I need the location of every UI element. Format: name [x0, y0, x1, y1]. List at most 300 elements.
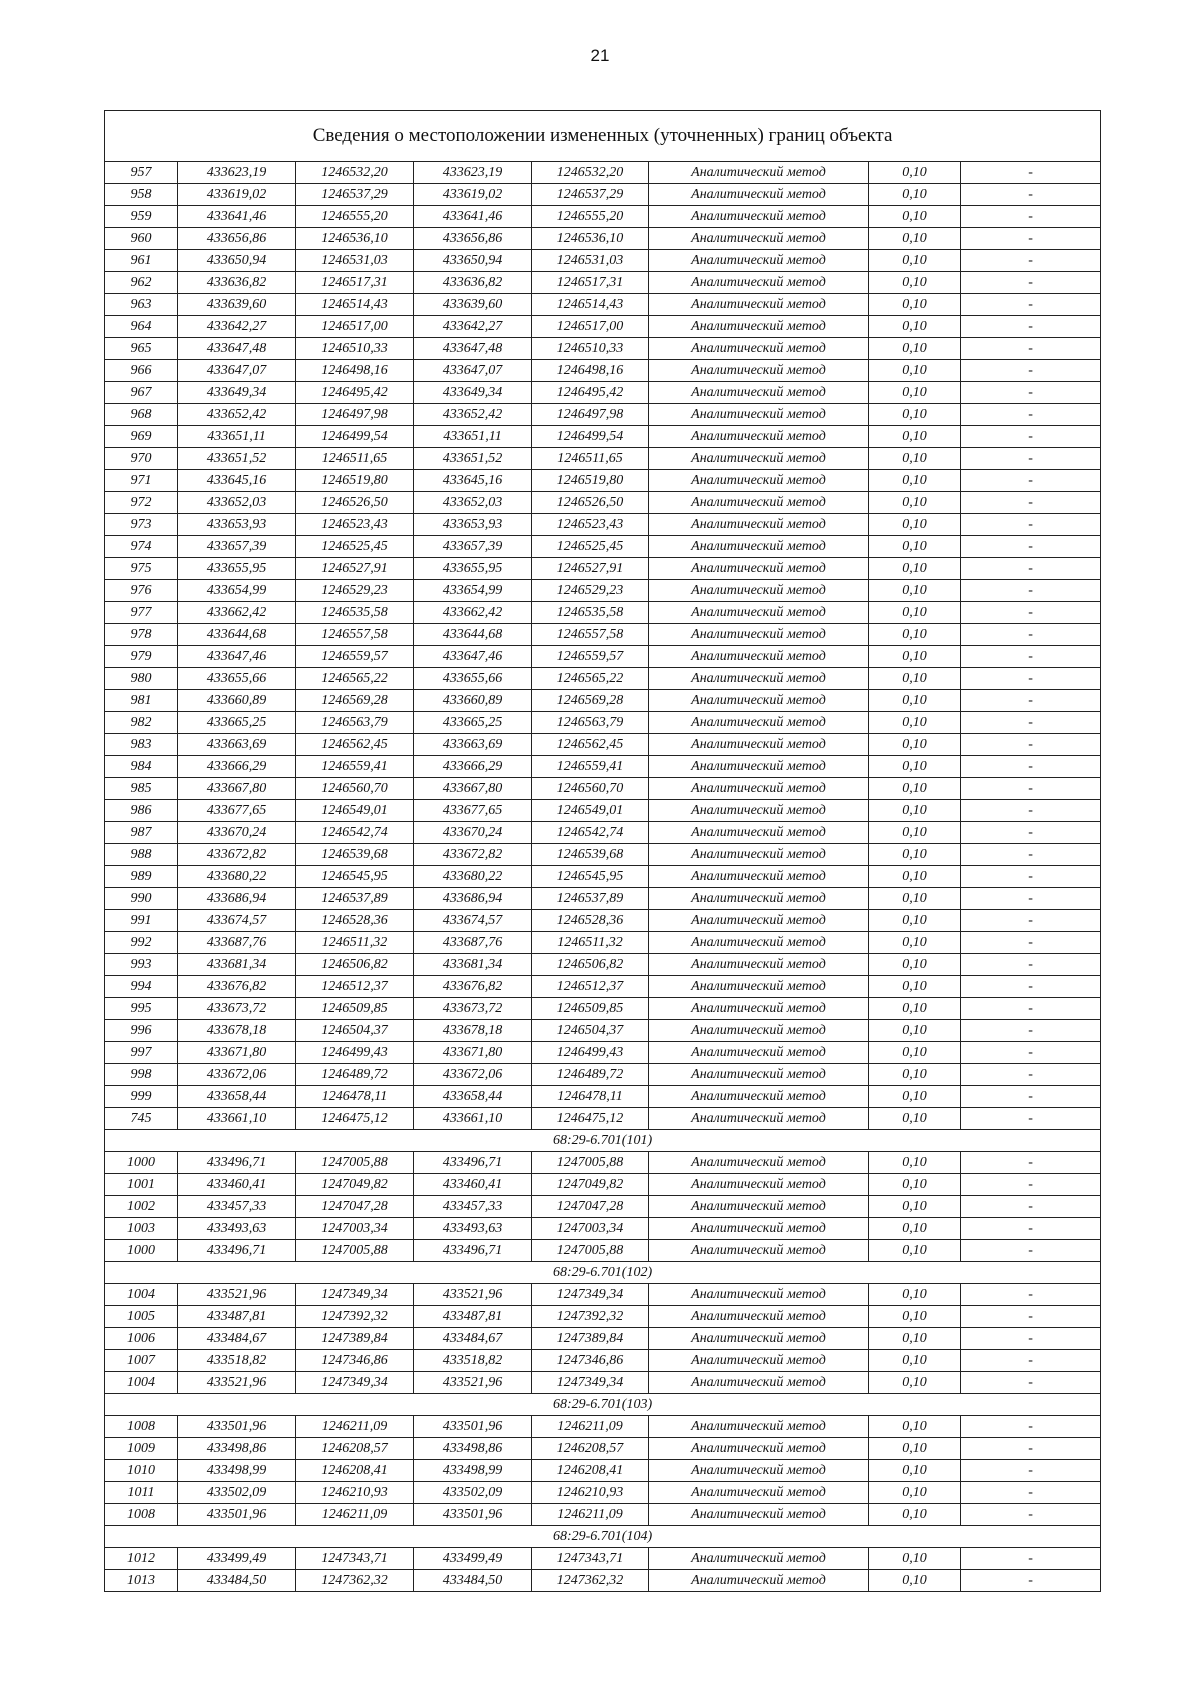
point-number-cell: 989 — [105, 866, 178, 888]
x-new-cell: 433499,49 — [414, 1548, 532, 1570]
method-cell: Аналитический метод — [649, 800, 869, 822]
accuracy-cell: 0,10 — [869, 646, 961, 668]
accuracy-cell: 0,10 — [869, 1108, 961, 1130]
x-new-cell: 433484,67 — [414, 1328, 532, 1350]
method-cell: Аналитический метод — [649, 1042, 869, 1064]
x-new-cell: 433652,42 — [414, 404, 532, 426]
table-row — [105, 1504, 1101, 1526]
x-new-cell: 433676,82 — [414, 976, 532, 998]
y-existing-cell: 1247003,34 — [296, 1218, 414, 1240]
accuracy-cell: 0,10 — [869, 294, 961, 316]
table-row — [105, 954, 1101, 976]
point-number-cell: 986 — [105, 800, 178, 822]
x-new-cell: 433666,29 — [414, 756, 532, 778]
x-new-cell: 433639,60 — [414, 294, 532, 316]
accuracy-cell: 0,10 — [869, 382, 961, 404]
method-cell: Аналитический метод — [649, 888, 869, 910]
section-label: 68:29-6.701(103) — [105, 1394, 1101, 1416]
point-number-cell: 976 — [105, 580, 178, 602]
method-cell: Аналитический метод — [649, 1548, 869, 1570]
table-row — [105, 1438, 1101, 1460]
table-row — [105, 360, 1101, 382]
table-row — [105, 1152, 1101, 1174]
accuracy-cell: 0,10 — [869, 558, 961, 580]
method-cell: Аналитический метод — [649, 976, 869, 998]
point-number-cell: 984 — [105, 756, 178, 778]
x-existing-cell: 433654,99 — [178, 580, 296, 602]
x-existing-cell: 433667,80 — [178, 778, 296, 800]
method-cell: Аналитический метод — [649, 1328, 869, 1350]
y-new-cell: 1246208,57 — [532, 1438, 649, 1460]
y-existing-cell: 1246523,43 — [296, 514, 414, 536]
description-cell: - — [961, 1284, 1101, 1306]
table-row — [105, 1284, 1101, 1306]
x-new-cell: 433657,39 — [414, 536, 532, 558]
point-number-cell: 965 — [105, 338, 178, 360]
x-new-cell: 433651,52 — [414, 448, 532, 470]
x-new-cell: 433644,68 — [414, 624, 532, 646]
x-existing-cell: 433686,94 — [178, 888, 296, 910]
y-new-cell: 1246528,36 — [532, 910, 649, 932]
y-new-cell: 1247362,32 — [532, 1570, 649, 1592]
description-cell: - — [961, 932, 1101, 954]
x-existing-cell: 433521,96 — [178, 1284, 296, 1306]
point-number-cell: 961 — [105, 250, 178, 272]
accuracy-cell: 0,10 — [869, 668, 961, 690]
method-cell: Аналитический метод — [649, 206, 869, 228]
method-cell: Аналитический метод — [649, 536, 869, 558]
accuracy-cell: 0,10 — [869, 998, 961, 1020]
accuracy-cell: 0,10 — [869, 1284, 961, 1306]
description-cell: - — [961, 404, 1101, 426]
y-new-cell: 1246537,89 — [532, 888, 649, 910]
y-existing-cell: 1246536,10 — [296, 228, 414, 250]
method-cell: Аналитический метод — [649, 1350, 869, 1372]
y-new-cell: 1246509,85 — [532, 998, 649, 1020]
y-new-cell: 1246497,98 — [532, 404, 649, 426]
x-new-cell: 433655,66 — [414, 668, 532, 690]
x-new-cell: 433501,96 — [414, 1504, 532, 1526]
x-existing-cell: 433501,96 — [178, 1504, 296, 1526]
point-number-cell: 1011 — [105, 1482, 178, 1504]
x-existing-cell: 433657,39 — [178, 536, 296, 558]
table-row — [105, 1570, 1101, 1592]
y-new-cell: 1246210,93 — [532, 1482, 649, 1504]
x-existing-cell: 433498,99 — [178, 1460, 296, 1482]
description-cell: - — [961, 1020, 1101, 1042]
method-cell: Аналитический метод — [649, 338, 869, 360]
y-existing-cell: 1246498,16 — [296, 360, 414, 382]
y-existing-cell: 1246208,41 — [296, 1460, 414, 1482]
table-row — [105, 184, 1101, 206]
y-existing-cell: 1247005,88 — [296, 1152, 414, 1174]
point-number-cell: 1003 — [105, 1218, 178, 1240]
x-existing-cell: 433656,86 — [178, 228, 296, 250]
x-existing-cell: 433663,69 — [178, 734, 296, 756]
section-row — [105, 1262, 1101, 1284]
method-cell: Аналитический метод — [649, 1064, 869, 1086]
x-existing-cell: 433647,48 — [178, 338, 296, 360]
table-row — [105, 250, 1101, 272]
description-cell: - — [961, 1416, 1101, 1438]
accuracy-cell: 0,10 — [869, 228, 961, 250]
x-existing-cell: 433647,46 — [178, 646, 296, 668]
table-row — [105, 778, 1101, 800]
method-cell: Аналитический метод — [649, 1438, 869, 1460]
accuracy-cell: 0,10 — [869, 866, 961, 888]
y-new-cell: 1246499,54 — [532, 426, 649, 448]
table-row — [105, 536, 1101, 558]
y-new-cell: 1246542,74 — [532, 822, 649, 844]
y-new-cell: 1246563,79 — [532, 712, 649, 734]
method-cell: Аналитический метод — [649, 712, 869, 734]
y-new-cell: 1246525,45 — [532, 536, 649, 558]
description-cell: - — [961, 624, 1101, 646]
accuracy-cell: 0,10 — [869, 272, 961, 294]
x-new-cell: 433484,50 — [414, 1570, 532, 1592]
x-new-cell: 433672,06 — [414, 1064, 532, 1086]
point-number-cell: 993 — [105, 954, 178, 976]
y-existing-cell: 1246535,58 — [296, 602, 414, 624]
y-existing-cell: 1246499,54 — [296, 426, 414, 448]
y-new-cell: 1246559,57 — [532, 646, 649, 668]
method-cell: Аналитический метод — [649, 470, 869, 492]
point-number-cell: 999 — [105, 1086, 178, 1108]
accuracy-cell: 0,10 — [869, 844, 961, 866]
method-cell: Аналитический метод — [649, 426, 869, 448]
table-row — [105, 690, 1101, 712]
x-existing-cell: 433645,16 — [178, 470, 296, 492]
point-number-cell: 972 — [105, 492, 178, 514]
point-number-cell: 983 — [105, 734, 178, 756]
x-new-cell: 433651,11 — [414, 426, 532, 448]
point-number-cell: 1007 — [105, 1350, 178, 1372]
x-new-cell: 433652,03 — [414, 492, 532, 514]
description-cell: - — [961, 1482, 1101, 1504]
y-existing-cell: 1246208,57 — [296, 1438, 414, 1460]
point-number-cell: 966 — [105, 360, 178, 382]
method-cell: Аналитический метод — [649, 998, 869, 1020]
description-cell: - — [961, 756, 1101, 778]
point-number-cell: 1010 — [105, 1460, 178, 1482]
accuracy-cell: 0,10 — [869, 1438, 961, 1460]
table-row — [105, 426, 1101, 448]
y-new-cell: 1246475,12 — [532, 1108, 649, 1130]
y-new-cell: 1246557,58 — [532, 624, 649, 646]
description-cell: - — [961, 976, 1101, 998]
x-existing-cell: 433655,95 — [178, 558, 296, 580]
y-existing-cell: 1246210,93 — [296, 1482, 414, 1504]
point-number-cell: 967 — [105, 382, 178, 404]
y-existing-cell: 1246211,09 — [296, 1504, 414, 1526]
table-row — [105, 382, 1101, 404]
method-cell: Аналитический метод — [649, 558, 869, 580]
x-new-cell: 433681,34 — [414, 954, 532, 976]
point-number-cell: 996 — [105, 1020, 178, 1042]
table-row — [105, 646, 1101, 668]
description-cell: - — [961, 272, 1101, 294]
description-cell: - — [961, 338, 1101, 360]
accuracy-cell: 0,10 — [869, 690, 961, 712]
x-new-cell: 433677,65 — [414, 800, 532, 822]
description-cell: - — [961, 1042, 1101, 1064]
method-cell: Аналитический метод — [649, 448, 869, 470]
accuracy-cell: 0,10 — [869, 250, 961, 272]
accuracy-cell: 0,10 — [869, 1020, 961, 1042]
x-existing-cell: 433665,25 — [178, 712, 296, 734]
method-cell: Аналитический метод — [649, 272, 869, 294]
y-existing-cell: 1246526,50 — [296, 492, 414, 514]
y-new-cell: 1246208,41 — [532, 1460, 649, 1482]
y-new-cell: 1247346,86 — [532, 1350, 649, 1372]
x-existing-cell: 433680,22 — [178, 866, 296, 888]
accuracy-cell: 0,10 — [869, 1460, 961, 1482]
x-new-cell: 433650,94 — [414, 250, 532, 272]
y-existing-cell: 1246475,12 — [296, 1108, 414, 1130]
method-cell: Аналитический метод — [649, 778, 869, 800]
description-cell: - — [961, 910, 1101, 932]
section-label: 68:29-6.701(102) — [105, 1262, 1101, 1284]
table-row — [105, 932, 1101, 954]
accuracy-cell: 0,10 — [869, 1174, 961, 1196]
y-existing-cell: 1246542,74 — [296, 822, 414, 844]
x-existing-cell: 433674,57 — [178, 910, 296, 932]
x-existing-cell: 433487,81 — [178, 1306, 296, 1328]
table-row — [105, 1064, 1101, 1086]
x-existing-cell: 433460,41 — [178, 1174, 296, 1196]
method-cell: Аналитический метод — [649, 1570, 869, 1592]
point-number-cell: 981 — [105, 690, 178, 712]
y-existing-cell: 1247389,84 — [296, 1328, 414, 1350]
accuracy-cell: 0,10 — [869, 536, 961, 558]
accuracy-cell: 0,10 — [869, 1416, 961, 1438]
method-cell: Аналитический метод — [649, 294, 869, 316]
accuracy-cell: 0,10 — [869, 734, 961, 756]
x-new-cell: 433660,89 — [414, 690, 532, 712]
point-number-cell: 977 — [105, 602, 178, 624]
y-existing-cell: 1246519,80 — [296, 470, 414, 492]
section-row — [105, 1130, 1101, 1152]
y-existing-cell: 1246539,68 — [296, 844, 414, 866]
x-new-cell: 433647,48 — [414, 338, 532, 360]
x-new-cell: 433653,93 — [414, 514, 532, 536]
method-cell: Аналитический метод — [649, 1504, 869, 1526]
description-cell: - — [961, 580, 1101, 602]
point-number-cell: 988 — [105, 844, 178, 866]
method-cell: Аналитический метод — [649, 822, 869, 844]
table-row — [105, 1218, 1101, 1240]
y-new-cell: 1246565,22 — [532, 668, 649, 690]
point-number-cell: 1004 — [105, 1372, 178, 1394]
table-row — [105, 1020, 1101, 1042]
description-cell: - — [961, 668, 1101, 690]
x-existing-cell: 433655,66 — [178, 668, 296, 690]
section-label: 68:29-6.701(104) — [105, 1526, 1101, 1548]
description-cell: - — [961, 800, 1101, 822]
method-cell: Аналитический метод — [649, 646, 869, 668]
point-number-cell: 994 — [105, 976, 178, 998]
table-row — [105, 1328, 1101, 1350]
accuracy-cell: 0,10 — [869, 162, 961, 184]
y-existing-cell: 1247362,32 — [296, 1570, 414, 1592]
table-row — [105, 1548, 1101, 1570]
y-new-cell: 1246506,82 — [532, 954, 649, 976]
x-existing-cell: 433672,06 — [178, 1064, 296, 1086]
y-existing-cell: 1246555,20 — [296, 206, 414, 228]
description-cell: - — [961, 778, 1101, 800]
method-cell: Аналитический метод — [649, 404, 869, 426]
table-row — [105, 580, 1101, 602]
x-new-cell: 433671,80 — [414, 1042, 532, 1064]
description-cell: - — [961, 1438, 1101, 1460]
y-existing-cell: 1247005,88 — [296, 1240, 414, 1262]
x-new-cell: 433665,25 — [414, 712, 532, 734]
x-existing-cell: 433647,07 — [178, 360, 296, 382]
x-existing-cell: 433484,50 — [178, 1570, 296, 1592]
y-new-cell: 1246535,58 — [532, 602, 649, 624]
description-cell: - — [961, 866, 1101, 888]
point-number-cell: 1006 — [105, 1328, 178, 1350]
y-existing-cell: 1246537,89 — [296, 888, 414, 910]
x-new-cell: 433655,95 — [414, 558, 532, 580]
y-new-cell: 1246511,32 — [532, 932, 649, 954]
y-new-cell: 1246555,20 — [532, 206, 649, 228]
description-cell: - — [961, 1306, 1101, 1328]
y-new-cell: 1246569,28 — [532, 690, 649, 712]
point-number-cell: 982 — [105, 712, 178, 734]
table-row — [105, 404, 1101, 426]
x-existing-cell: 433651,11 — [178, 426, 296, 448]
method-cell: Аналитический метод — [649, 954, 869, 976]
accuracy-cell: 0,10 — [869, 954, 961, 976]
method-cell: Аналитический метод — [649, 360, 869, 382]
y-new-cell: 1246526,50 — [532, 492, 649, 514]
description-cell: - — [961, 1108, 1101, 1130]
description-cell: - — [961, 1460, 1101, 1482]
point-number-cell: 975 — [105, 558, 178, 580]
table-row — [105, 294, 1101, 316]
x-new-cell: 433457,33 — [414, 1196, 532, 1218]
x-existing-cell: 433496,71 — [178, 1240, 296, 1262]
point-number-cell: 960 — [105, 228, 178, 250]
y-new-cell: 1246529,23 — [532, 580, 649, 602]
method-cell: Аналитический метод — [649, 844, 869, 866]
point-number-cell: 958 — [105, 184, 178, 206]
table-row — [105, 558, 1101, 580]
y-existing-cell: 1247049,82 — [296, 1174, 414, 1196]
x-existing-cell: 433499,49 — [178, 1548, 296, 1570]
description-cell: - — [961, 294, 1101, 316]
point-number-cell: 959 — [105, 206, 178, 228]
x-new-cell: 433680,22 — [414, 866, 532, 888]
method-cell: Аналитический метод — [649, 1218, 869, 1240]
point-number-cell: 1008 — [105, 1416, 178, 1438]
x-new-cell: 433658,44 — [414, 1086, 532, 1108]
x-existing-cell: 433639,60 — [178, 294, 296, 316]
accuracy-cell: 0,10 — [869, 338, 961, 360]
y-new-cell: 1246495,42 — [532, 382, 649, 404]
point-number-cell: 997 — [105, 1042, 178, 1064]
x-existing-cell: 433651,52 — [178, 448, 296, 470]
description-cell: - — [961, 206, 1101, 228]
description-cell: - — [961, 1218, 1101, 1240]
y-existing-cell: 1247346,86 — [296, 1350, 414, 1372]
y-existing-cell: 1246557,58 — [296, 624, 414, 646]
accuracy-cell: 0,10 — [869, 1372, 961, 1394]
description-cell: - — [961, 1328, 1101, 1350]
description-cell: - — [961, 1152, 1101, 1174]
method-cell: Аналитический метод — [649, 382, 869, 404]
point-number-cell: 980 — [105, 668, 178, 690]
point-number-cell: 962 — [105, 272, 178, 294]
y-new-cell: 1247003,34 — [532, 1218, 649, 1240]
y-existing-cell: 1247047,28 — [296, 1196, 414, 1218]
point-number-cell: 974 — [105, 536, 178, 558]
accuracy-cell: 0,10 — [869, 1482, 961, 1504]
y-new-cell: 1247349,34 — [532, 1372, 649, 1394]
table-row — [105, 272, 1101, 294]
x-existing-cell: 433493,63 — [178, 1218, 296, 1240]
y-existing-cell: 1246532,20 — [296, 162, 414, 184]
y-existing-cell: 1247343,71 — [296, 1548, 414, 1570]
x-existing-cell: 433641,46 — [178, 206, 296, 228]
y-existing-cell: 1246495,42 — [296, 382, 414, 404]
accuracy-cell: 0,10 — [869, 514, 961, 536]
point-number-cell: 1013 — [105, 1570, 178, 1592]
accuracy-cell: 0,10 — [869, 316, 961, 338]
x-existing-cell: 433649,34 — [178, 382, 296, 404]
method-cell: Аналитический метод — [649, 756, 869, 778]
y-existing-cell: 1246512,37 — [296, 976, 414, 998]
y-existing-cell: 1246511,32 — [296, 932, 414, 954]
description-cell: - — [961, 646, 1101, 668]
x-existing-cell: 433642,27 — [178, 316, 296, 338]
x-new-cell: 433496,71 — [414, 1240, 532, 1262]
y-new-cell: 1246537,29 — [532, 184, 649, 206]
x-existing-cell: 433662,42 — [178, 602, 296, 624]
table-row — [105, 1196, 1101, 1218]
accuracy-cell: 0,10 — [869, 624, 961, 646]
y-existing-cell: 1246506,82 — [296, 954, 414, 976]
method-cell: Аналитический метод — [649, 1240, 869, 1262]
point-number-cell: 968 — [105, 404, 178, 426]
accuracy-cell: 0,10 — [869, 822, 961, 844]
y-existing-cell: 1246531,03 — [296, 250, 414, 272]
table-row — [105, 712, 1101, 734]
section-label: 68:29-6.701(101) — [105, 1130, 1101, 1152]
y-new-cell: 1246517,31 — [532, 272, 649, 294]
description-cell: - — [961, 1372, 1101, 1394]
x-existing-cell: 433660,89 — [178, 690, 296, 712]
accuracy-cell: 0,10 — [869, 1218, 961, 1240]
y-new-cell: 1246539,68 — [532, 844, 649, 866]
description-cell: - — [961, 470, 1101, 492]
method-cell: Аналитический метод — [649, 932, 869, 954]
accuracy-cell: 0,10 — [869, 1196, 961, 1218]
x-existing-cell: 433672,82 — [178, 844, 296, 866]
description-cell: - — [961, 360, 1101, 382]
description-cell: - — [961, 228, 1101, 250]
description-cell: - — [961, 1240, 1101, 1262]
y-existing-cell: 1246504,37 — [296, 1020, 414, 1042]
y-new-cell: 1246478,11 — [532, 1086, 649, 1108]
y-new-cell: 1247389,84 — [532, 1328, 649, 1350]
accuracy-cell: 0,10 — [869, 800, 961, 822]
x-existing-cell: 433666,29 — [178, 756, 296, 778]
accuracy-cell: 0,10 — [869, 470, 961, 492]
x-new-cell: 433661,10 — [414, 1108, 532, 1130]
x-new-cell: 433521,96 — [414, 1284, 532, 1306]
